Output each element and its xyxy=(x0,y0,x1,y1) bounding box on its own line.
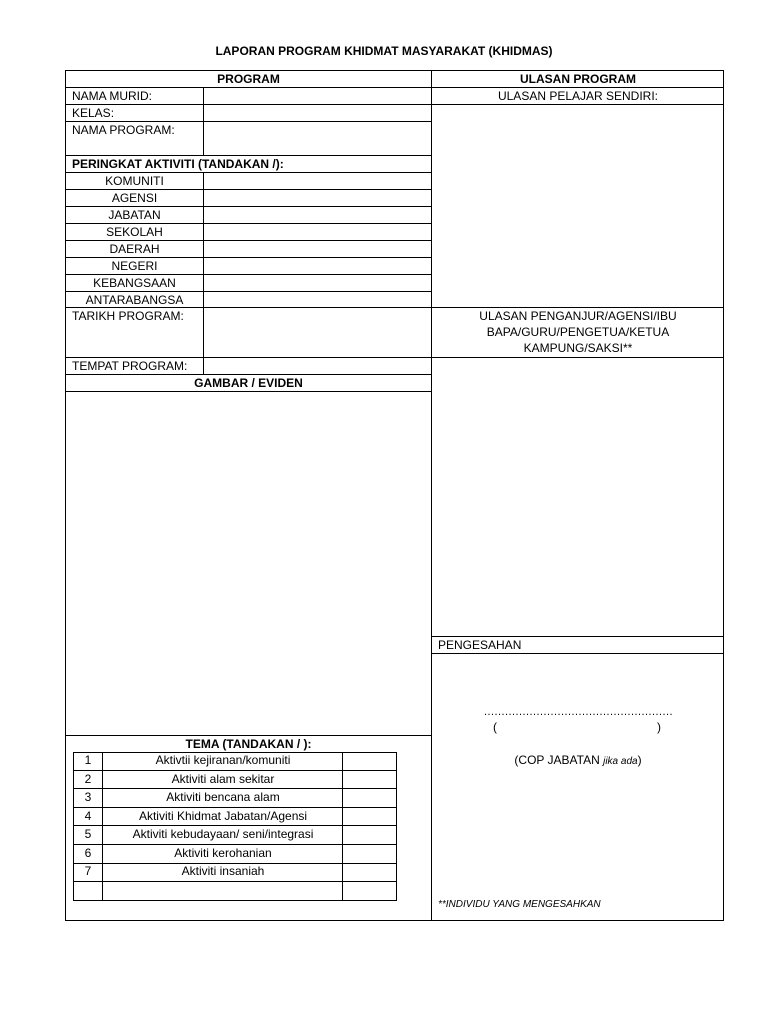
peringkat-title: PERINGKAT AKTIVITI (TANDAKAN /): xyxy=(72,157,284,171)
tarikh-program-label: TARIKH PROGRAM: xyxy=(72,309,184,323)
ulasan-pelajar-area[interactable] xyxy=(432,105,723,307)
gambar-eviden-header: GAMBAR / EVIDEN xyxy=(194,376,303,390)
tema-check-cell[interactable] xyxy=(343,753,396,770)
level-check-cell[interactable] xyxy=(204,275,431,291)
name-paren-close: ) xyxy=(657,720,661,734)
cop-suffix: ) xyxy=(637,753,642,767)
tema-label: Aktivtii kejiranan/komuniti xyxy=(155,753,291,767)
tema-check-cell[interactable] xyxy=(343,789,396,807)
tempat-program-label: TEMPAT PROGRAM: xyxy=(72,359,188,373)
tema-label: Aktiviti alam sekitar xyxy=(171,772,275,786)
tema-label: Aktiviti insaniah xyxy=(181,864,265,878)
pengesahan-label: PENGESAHAN xyxy=(438,638,522,652)
tema-number: 6 xyxy=(84,846,92,860)
ulasan-program-header: ULASAN PROGRAM xyxy=(520,72,636,86)
ulasan-penganjur-area[interactable] xyxy=(432,358,723,636)
tema-number: 2 xyxy=(84,772,92,786)
level-check-cell[interactable] xyxy=(204,258,431,274)
tema-number: 3 xyxy=(84,790,92,804)
level-check-cell[interactable] xyxy=(204,207,431,223)
level-check-cell[interactable] xyxy=(204,173,431,189)
program-header: PROGRAM xyxy=(217,72,280,86)
name-paren-open: ( xyxy=(493,720,497,734)
footnote: **INDIVIDU YANG MENGESAHKAN xyxy=(438,899,601,910)
level-check-cell[interactable] xyxy=(204,190,431,206)
tema-label: Aktiviti Khidmat Jabatan/Agensi xyxy=(138,809,308,823)
level-check-cell[interactable] xyxy=(204,292,431,307)
ulasan-penganjur-label-line2: BAPA/GURU/PENGETUA/KETUA xyxy=(486,325,670,339)
level-antarabangsa: ANTARABANGSA xyxy=(85,293,184,307)
level-komuniti: KOMUNITI xyxy=(105,174,164,188)
ulasan-penganjur-label-line1: ULASAN PENGANJUR/AGENSI/IBU xyxy=(479,309,677,323)
level-kebangsaan: KEBANGSAAN xyxy=(93,276,176,290)
tema-label: Aktiviti kebudayaan/ seni/integrasi xyxy=(132,827,314,841)
level-sekolah: SEKOLAH xyxy=(106,225,163,239)
tema-number: 1 xyxy=(84,753,92,767)
cop-jabatan-label xyxy=(432,752,724,770)
level-check-cell[interactable] xyxy=(204,241,431,257)
tema-check-cell[interactable] xyxy=(343,808,396,825)
tema-label: Aktiviti kerohanian xyxy=(174,846,272,860)
kelas-field[interactable] xyxy=(204,105,431,121)
signatory-name-field[interactable] xyxy=(500,719,655,735)
page-title: LAPORAN PROGRAM KHIDMAT MASYARAKAT (KHIDMAS) xyxy=(215,44,553,58)
tema-check-cell[interactable] xyxy=(343,771,396,788)
level-jabatan: JABATAN xyxy=(108,208,161,222)
level-negeri: NEGERI xyxy=(111,259,158,273)
kelas-label: KELAS: xyxy=(72,106,115,120)
tarikh-program-field[interactable] xyxy=(204,308,431,357)
level-daerah: DAERAH xyxy=(109,242,160,256)
tempat-program-field[interactable] xyxy=(204,358,431,374)
gambar-eviden-area[interactable] xyxy=(66,392,431,735)
level-check-cell[interactable] xyxy=(204,224,431,240)
tema-number: 4 xyxy=(84,809,92,823)
tema-number: 5 xyxy=(84,827,92,841)
level-agensi: AGENSI xyxy=(111,191,158,205)
nama-program-label: NAMA PROGRAM: xyxy=(72,123,175,137)
cop-prefix: (COP JABATAN xyxy=(514,753,604,767)
tema-title: TEMA (TANDAKAN / ): xyxy=(185,737,312,751)
tema-number: 7 xyxy=(84,864,92,878)
cop-italic: jika ada xyxy=(603,756,638,767)
ulasan-penganjur-label-line3: KAMPUNG/SAKSI** xyxy=(523,341,633,355)
tema-check-cell[interactable] xyxy=(343,845,396,863)
nama-murid-field[interactable] xyxy=(204,88,431,104)
tema-check-cell[interactable] xyxy=(343,826,396,844)
tema-check-cell[interactable] xyxy=(343,864,396,881)
signature-line[interactable]: ……………………………………………… xyxy=(483,706,673,718)
nama-program-field[interactable] xyxy=(204,122,431,155)
ulasan-pelajar-label: ULASAN PELAJAR SENDIRI: xyxy=(497,89,659,103)
tema-label: Aktiviti bencana alam xyxy=(166,790,280,804)
nama-murid-label: NAMA MURID: xyxy=(72,89,153,103)
tema-check-cell[interactable] xyxy=(343,882,396,900)
